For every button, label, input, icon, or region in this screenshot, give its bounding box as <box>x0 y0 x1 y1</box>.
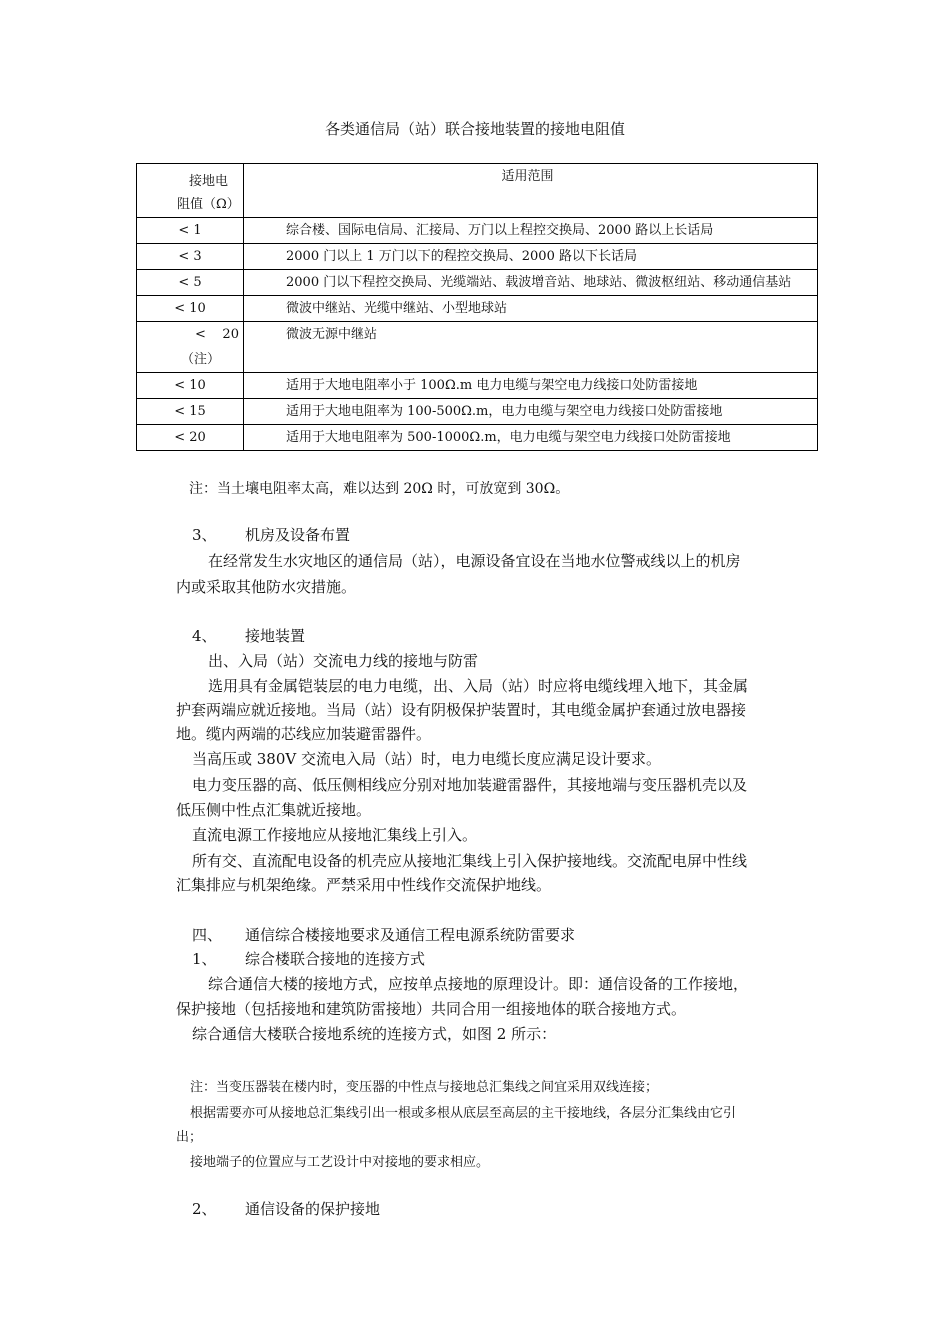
paragraph-line: 综合通信大楼的接地方式，应按单点接地的原理设计。即：通信设备的工作接地， <box>208 975 749 993</box>
note-line: 出； <box>176 1130 203 1145</box>
paragraph-line: 护套两端应就近接地。当局（站）设有阴极保护装置时，其电缆金属护套通过放电器接 <box>176 701 747 719</box>
header-resistance <box>137 164 244 218</box>
paragraph-line: 地。缆内两端的芯线应加装避雷器件。 <box>176 725 432 743</box>
paragraph-line: 直流电源工作接地应从接地汇集线上引入。 <box>192 826 478 844</box>
table-row <box>137 270 818 296</box>
paragraph-line: 汇集排应与机架绝缘。严禁采用中性线作交流保护地线。 <box>176 876 552 894</box>
cell-scope: 2000 门以上 1 万门以下的程控交换局、2000 路以下长话局 <box>244 244 818 270</box>
cell-value <box>137 322 244 373</box>
section-4-subheading: 出、入局（站）交流电力线的接地与防雷 <box>208 652 479 670</box>
cell-value: < 1 <box>137 218 244 244</box>
chapter-4-number: 四、 <box>192 926 223 944</box>
section-4-number: 4、 <box>192 627 217 645</box>
cell-scope: 适用于大地电阻率为 500-1000Ω.m，电力电缆与架空电力线接口处防雷接地 <box>244 425 818 451</box>
subsection-1-number: 1、 <box>192 950 217 968</box>
cell-scope: 适用于大地电阻率为 100-500Ω.m，电力电缆与架空电力线接口处防雷接地 <box>244 399 818 425</box>
paragraph-line: 选用具有金属铠装层的电力电缆，出、入局（站）时应将电缆线埋入地下，其金属 <box>208 677 749 695</box>
cell-value: < 10 <box>137 296 244 322</box>
page-title: 各类通信局（站）联合接地装置的接地电阻值 <box>324 120 625 138</box>
section-4-heading: 接地装置 <box>245 627 306 645</box>
table-row <box>137 218 818 244</box>
chapter-4-heading: 通信综合楼接地要求及通信工程电源系统防雷要求 <box>245 926 576 944</box>
table-header-row <box>137 164 818 218</box>
cell-value-line1: < 20 <box>195 327 239 342</box>
paragraph-line: 综合通信大楼联合接地系统的连接方式，如图 2 所示： <box>192 1025 557 1043</box>
subsection-2-heading: 通信设备的保护接地 <box>245 1200 381 1218</box>
note-line: 接地端子的位置应与工艺设计中对接地的要求相应。 <box>190 1155 490 1170</box>
paragraph-line: 所有交、直流配电设备的机壳应从接地汇集线上引入保护接地线。交流配电屏中性线 <box>192 852 748 870</box>
grounding-resistance-table <box>136 163 818 451</box>
table-row <box>137 322 818 373</box>
section-3-heading: 机房及设备布置 <box>245 526 351 544</box>
header-scope: 适用范围 <box>244 164 818 218</box>
subsection-1-heading: 综合楼联合接地的连接方式 <box>245 950 426 968</box>
table-row <box>137 399 818 425</box>
table-row <box>137 373 818 399</box>
table-note: 注：当土壤电阻率太高，难以达到 20Ω 时，可放宽到 30Ω。 <box>189 481 570 497</box>
subsection-2-number: 2、 <box>192 1200 217 1218</box>
cell-scope: 适用于大地电阻率小于 100Ω.m 电力电缆与架空电力线接口处防雷接地 <box>244 373 818 399</box>
cell-value: < 20 <box>137 425 244 451</box>
cell-value-line2: （注） <box>181 352 221 367</box>
cell-value: < 5 <box>137 270 244 296</box>
cell-value: < 15 <box>137 399 244 425</box>
table-row <box>137 296 818 322</box>
table-row <box>137 244 818 270</box>
paragraph-line: 保护接地（包括接地和建筑防雷接地）共同合用一组接地体的联合接地方式。 <box>176 1000 687 1018</box>
section-3-number: 3、 <box>192 526 217 544</box>
note-line: 根据需要亦可从接地总汇集线引出一根或多根从底层至高层的主干接地线，各层分汇集线由它引 <box>190 1106 737 1121</box>
cell-scope: 2000 门以下程控交换局、光缆端站、载波增音站、地球站、微波枢纽站、移动通信基站 <box>244 270 818 296</box>
header-resistance-line1: 接地电 <box>189 174 229 189</box>
header-resistance-line2: 阻值（Ω） <box>177 197 240 212</box>
paragraph-line: 当高压或 380V 交流电入局（站）时，电力电缆长度应满足设计要求。 <box>192 750 662 768</box>
paragraph-line: 低压侧中性点汇集就近接地。 <box>176 801 372 819</box>
paragraph-line: 在经常发生水灾地区的通信局（站），电源设备宜设在当地水位警戒线以上的机房 <box>208 552 741 570</box>
note-line: 注：当变压器装在楼内时，变压器的中性点与接地总汇集线之间宜采用双线连接； <box>190 1080 659 1095</box>
cell-scope: 微波无源中继站 <box>244 322 818 373</box>
table-row <box>137 425 818 451</box>
paragraph-line: 电力变压器的高、低压侧相线应分别对地加装避雷器件，其接地端与变压器机壳以及 <box>192 776 748 794</box>
cell-scope: 综合楼、国际电信局、汇接局、万门以上程控交换局、2000 路以上长话局 <box>244 218 818 244</box>
paragraph-line: 内或采取其他防水灾措施。 <box>176 578 357 596</box>
cell-value: < 3 <box>137 244 244 270</box>
cell-value: < 10 <box>137 373 244 399</box>
cell-scope: 微波中继站、光缆中继站、小型地球站 <box>244 296 818 322</box>
